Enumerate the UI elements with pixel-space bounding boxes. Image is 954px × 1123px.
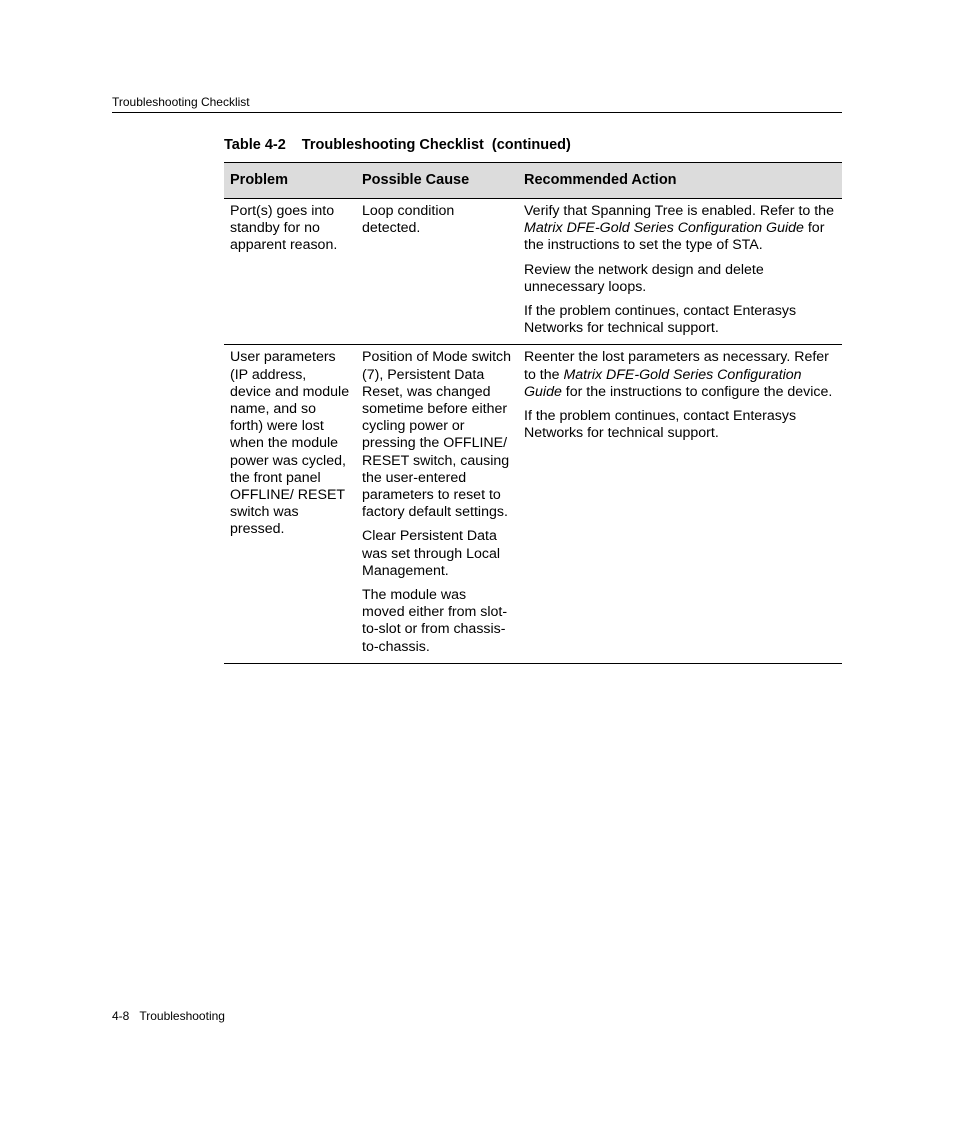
running-footer [112, 1008, 225, 1024]
table-caption [224, 135, 571, 155]
problem-text: User parameters (IP address, device and module name, and so forth) were lost when the module power was cycled, the front panel OFFLINE/ RESET switch was pressed. [230, 349, 350, 538]
cause-cell [356, 345, 518, 663]
action-text: Reenter the lost parameters as necessary. Refer to the Matrix DFE-Gold Series Configuration Guide for the instructions to configure the device. [524, 349, 833, 400]
table-title: Troubleshooting Checklist (continued) [301, 137, 571, 153]
cause-cell [356, 199, 518, 345]
action-cell [518, 199, 842, 345]
action-text: If the problem continues, contact Enterasys Networks for technical support. [524, 303, 797, 337]
action-cell [518, 345, 842, 663]
cause-text: Clear Persistent Data was set through Local Management. [362, 528, 501, 579]
header-rule [112, 112, 842, 113]
cause-text: Loop condition detected. [362, 203, 455, 237]
table-header-row [224, 163, 842, 199]
column-header-recommended-action: Recommended Action [518, 163, 842, 199]
guide-title: Matrix DFE-Gold Series Configuration Guide [524, 366, 802, 400]
action-text: Review the network design and delete unnecessary loops. [524, 261, 764, 295]
footer-section: Troubleshooting [139, 1009, 225, 1023]
action-text: Verify that Spanning Tree is enabled. Refer to the Matrix DFE-Gold Series Configuration Guide for the instructions to set the type of STA. [524, 203, 834, 254]
problem-cell [224, 345, 356, 663]
column-header-possible-cause: Possible Cause [356, 163, 518, 199]
table-row [224, 345, 842, 663]
troubleshooting-table [224, 162, 842, 664]
problem-cell [224, 199, 356, 345]
guide-title: Matrix DFE-Gold Series Configuration Guide [524, 220, 804, 237]
column-header-problem: Problem [224, 163, 356, 199]
action-text: If the problem continues, contact Enterasys Networks for technical support. [524, 408, 797, 442]
page-number: 4-8 [112, 1009, 130, 1023]
cause-text: The module was moved either from slot-to-slot or from chassis-to-chassis. [362, 587, 508, 655]
cause-text: Position of Mode switch (7), Persistent Data Reset, was changed sometime before either cycling power or pressing the OFFLINE/ RESET switch, causing the user-entered parameters to reset to factory default settings. [362, 349, 512, 521]
running-header: Troubleshooting Checklist [112, 95, 250, 109]
table-number: Table 4-2 [224, 137, 286, 153]
table-row [224, 199, 842, 345]
problem-text: Port(s) goes into standby for no apparent reason. [230, 203, 338, 254]
